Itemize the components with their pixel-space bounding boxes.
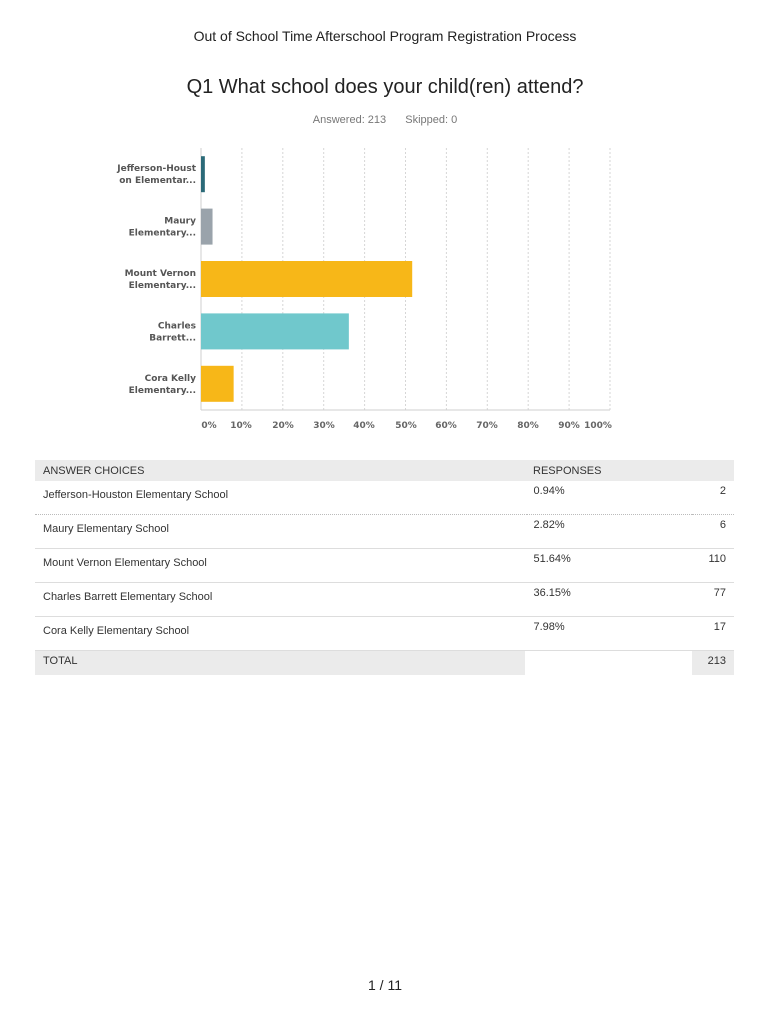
response-count: 77 [692,583,735,617]
category-label: Charles Barrett... [149,321,196,344]
x-tick-label: 10% [230,421,252,431]
x-tick-label: 80% [517,421,539,431]
page-number: 1 / 11 [368,977,402,993]
response-percent: 0.94% [525,481,692,515]
responses-header: RESPONSES [525,460,734,481]
total-row [35,651,734,676]
answer-choice: Cora Kelly Elementary School [35,617,525,651]
response-percent: 36.15% [525,583,692,617]
x-tick-label: 60% [435,421,457,431]
x-tick-label: 0% [201,421,217,431]
bar-chart [0,140,770,440]
x-tick-label: 50% [395,421,417,431]
category-label: Jefferson-Houst on Elementar... [117,164,196,187]
table-row [35,617,734,651]
answer-choices-header: ANSWER CHOICES [35,460,525,481]
response-percent: 51.64% [525,549,692,583]
total-label: TOTAL [35,651,525,676]
response-count: 2 [692,481,735,515]
question-title: Q1 What school does your child(ren) attend? [186,76,584,98]
category-label: Cora Kelly Elementary... [128,373,196,396]
response-percent: 7.98% [525,617,692,651]
bar [201,261,412,297]
table-row [35,515,734,549]
document-title: Out of School Time Afterschool Program Registration Process [193,28,577,44]
x-tick-label: 70% [476,421,498,431]
response-percent: 2.82% [525,515,692,549]
bar [201,209,213,245]
response-count: 17 [692,617,735,651]
x-tick-label: 40% [353,421,375,431]
answer-choice: Mount Vernon Elementary School [35,549,525,583]
x-tick-label: 20% [272,421,294,431]
answered-count: Answered: 213 [312,114,387,126]
answer-choice: Charles Barrett Elementary School [35,583,525,617]
x-tick-label: 30% [313,421,335,431]
bar [201,313,349,349]
responses-table [35,460,734,675]
table-row [35,549,734,583]
category-label: Maury Elementary... [128,216,196,239]
response-count: 6 [692,515,735,549]
response-count: 110 [692,549,735,583]
total-count: 213 [692,651,735,676]
response-summary [0,114,770,126]
answer-choice: Maury Elementary School [35,515,525,549]
x-tick-label: 90% [558,421,580,431]
table-row [35,481,734,515]
skipped-count: Skipped: 0 [405,114,458,126]
bar [201,156,205,192]
bar [201,366,234,402]
table-row [35,583,734,617]
answer-choice: Jefferson-Houston Elementary School [35,481,525,515]
x-tick-label: 100% [584,421,612,431]
category-label: Mount Vernon Elementary... [124,269,196,291]
